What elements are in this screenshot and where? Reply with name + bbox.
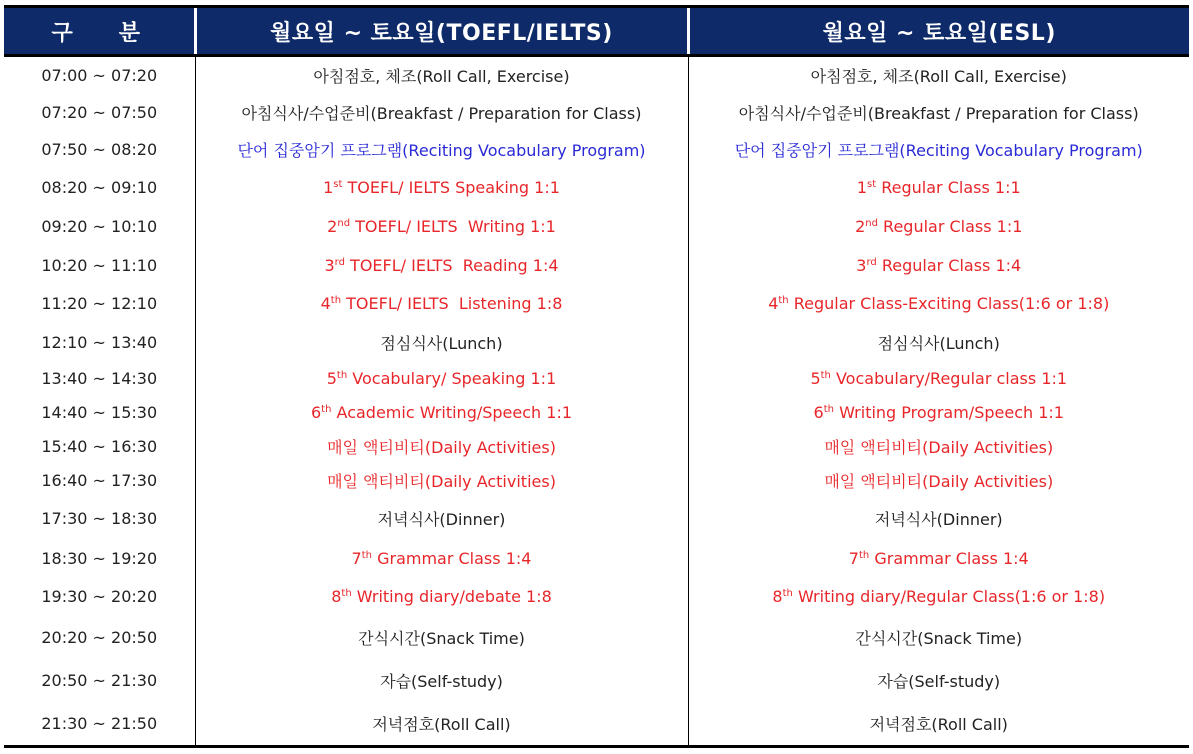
table-body (4, 56, 1189, 747)
ordinal-number: 5 (326, 369, 337, 388)
ordinal-suffix: th (778, 295, 789, 306)
toefl-ielts-activity-cell (195, 540, 688, 578)
time-cell: 09:20 ~ 10:10 (41, 217, 158, 236)
table-row (4, 396, 1189, 430)
activity-text: Writing diary/Regular Class(1:6 or 1:8) (792, 587, 1106, 606)
toefl-ielts-activity-cell (195, 94, 688, 131)
ordinal-number: 1 (856, 178, 868, 197)
time-cell: 18:30 ~ 19:20 (41, 549, 158, 568)
activity-text: Grammar Class 1:4 (372, 549, 532, 568)
toefl-ielts-activity-cell (195, 169, 688, 207)
activity-text: 아침식사/수업준비(Breakfast / Preparation for Class) (241, 103, 642, 123)
toefl-ielts-activity-cell (195, 396, 688, 430)
esl-activity-cell (688, 131, 1189, 169)
ordinal-suffix: rd (334, 257, 345, 268)
ordinal-number: 6 (310, 403, 322, 422)
ordinal-number: 3 (324, 256, 335, 275)
header-category-b: 분 (118, 20, 147, 46)
toefl-ielts-activity-cell (195, 56, 688, 94)
header-esl: 월요일 ~ 토요일(ESL) (688, 7, 1189, 56)
activity-text: 매일 액티비티(Daily Activities) (824, 472, 1054, 491)
activity-text: Regular Class 1:1 (877, 217, 1023, 236)
time-cell: 20:50 ~ 21:30 (41, 671, 158, 690)
ordinal-suffix: th (361, 550, 372, 561)
table-row (4, 540, 1189, 578)
esl-activity-cell (688, 56, 1189, 94)
time-cell: 10:20 ~ 11:10 (41, 256, 158, 275)
ordinal-suffix: th (341, 588, 352, 599)
ordinal-number: 5 (810, 369, 821, 388)
activity-text: 간식시간(Snack Time) (855, 629, 1023, 648)
ordinal-suffix: th (321, 404, 332, 415)
table-header (4, 7, 1189, 56)
esl-activity-cell (688, 498, 1189, 540)
activity-text: TOEFL/ IELTS Listening 1:8 (341, 294, 563, 313)
toefl-ielts-activity-cell (195, 578, 688, 616)
ordinal-suffix: th (820, 370, 831, 381)
time-cell: 15:40 ~ 16:30 (41, 437, 158, 456)
activity-text: Regular Class 1:4 (876, 256, 1022, 275)
ordinal-number: 3 (856, 256, 867, 275)
esl-activity-cell (688, 616, 1189, 660)
activity-text: TOEFL/ IELTS Reading 1:4 (344, 256, 559, 275)
esl-activity-cell (688, 540, 1189, 578)
time-cell: 21:30 ~ 21:50 (4, 702, 195, 747)
header-category-a: 구 (51, 20, 79, 46)
ordinal-suffix: th (823, 404, 834, 415)
toefl-ielts-activity-cell (195, 323, 688, 362)
ordinal-suffix: nd (337, 218, 351, 229)
ordinal-number: 7 (848, 549, 859, 568)
toefl-ielts-activity-cell (195, 362, 688, 396)
ordinal-suffix: th (858, 550, 870, 561)
table-row (4, 616, 1189, 660)
table-row (4, 247, 1189, 285)
time-cell: 07:20 ~ 07:50 (41, 102, 158, 122)
esl-activity-cell (688, 660, 1189, 702)
schedule-container (4, 5, 1189, 748)
table-row (4, 56, 1189, 94)
table-row (4, 578, 1189, 616)
table-row (4, 464, 1189, 498)
toefl-ielts-activity-cell (195, 660, 688, 702)
ordinal-number: 7 (351, 549, 362, 568)
ordinal-number: 6 (813, 403, 824, 422)
table-row (4, 207, 1189, 247)
table-row (4, 131, 1189, 169)
esl-activity-cell (688, 430, 1189, 464)
activity-text: Writing Program/Speech 1:1 (833, 403, 1064, 422)
esl-activity-cell (688, 362, 1189, 396)
toefl-ielts-activity-cell (195, 498, 688, 540)
table-row (4, 94, 1189, 131)
ordinal-suffix: th (336, 370, 348, 381)
activity-text: Vocabulary/ Speaking 1:1 (347, 369, 557, 388)
activity-text: Writing diary/debate 1:8 (351, 587, 552, 606)
toefl-ielts-activity-cell (195, 702, 688, 747)
activity-text: TOEFL/ IELTS Speaking 1:1 (342, 178, 560, 197)
ordinal-number: 8 (772, 587, 783, 606)
table-row (4, 702, 1189, 747)
ordinal-suffix: rd (866, 257, 877, 268)
ordinal-number: 4 (320, 294, 331, 313)
toefl-ielts-activity-cell (195, 616, 688, 660)
ordinal-number: 2 (327, 217, 338, 236)
activity-text: 점심식사(Lunch) (877, 333, 1000, 353)
time-cell: 13:40 ~ 14:30 (41, 369, 158, 388)
ordinal-suffix: st (333, 179, 343, 190)
time-cell: 16:40 ~ 17:30 (41, 471, 158, 490)
time-cell: 12:10 ~ 13:40 (41, 332, 158, 352)
header-row (4, 7, 1189, 56)
esl-activity-cell (688, 285, 1189, 323)
activity-text: 단어 집중암기 프로그램(Reciting Vocabulary Program) (734, 141, 1143, 160)
activity-text: Vocabulary/Regular class 1:1 (830, 369, 1068, 388)
table-row (4, 323, 1189, 362)
table-row (4, 430, 1189, 464)
activity-text: Academic Writing/Speech 1:1 (331, 403, 573, 422)
time-cell: 17:30 ~ 18:30 (41, 509, 158, 528)
ordinal-suffix: th (782, 588, 793, 599)
table-row (4, 362, 1189, 396)
activity-text: 자습(Self-study) (877, 672, 1001, 691)
activity-text: Grammar Class 1:4 (869, 549, 1029, 568)
esl-activity-cell (688, 396, 1189, 430)
ordinal-number: 8 (331, 587, 342, 606)
activity-text: 저녁식사(Dinner) (874, 510, 1003, 529)
activity-text: 간식시간(Snack Time) (358, 629, 525, 648)
activity-text: 저녁점호(Roll Call) (869, 714, 1008, 734)
time-cell: 07:00 ~ 07:20 (41, 65, 158, 85)
time-cell: 07:50 ~ 08:20 (41, 140, 158, 159)
activity-text: 자습(Self-study) (380, 672, 503, 691)
toefl-ielts-activity-cell (195, 207, 688, 247)
activity-text: 단어 집중암기 프로그램(Reciting Vocabulary Program) (237, 141, 646, 160)
esl-activity-cell (688, 702, 1189, 747)
header-category (4, 7, 195, 56)
table-row (4, 498, 1189, 540)
esl-activity-cell (688, 94, 1189, 131)
activity-text: 점심식사(Lunch) (380, 333, 503, 353)
toefl-ielts-activity-cell (195, 464, 688, 498)
table-row (4, 285, 1189, 323)
esl-activity-cell (688, 464, 1189, 498)
ordinal-number: 2 (855, 217, 866, 236)
activity-text: Regular Class-Exciting Class(1:6 or 1:8) (788, 294, 1110, 313)
activity-text: 매일 액티비티(Daily Activities) (327, 472, 556, 491)
esl-activity-cell (688, 247, 1189, 285)
time-cell: 08:20 ~ 09:10 (41, 178, 158, 197)
toefl-ielts-activity-cell (195, 131, 688, 169)
activity-text: 매일 액티비티(Daily Activities) (327, 438, 556, 457)
ordinal-suffix: st (867, 179, 877, 190)
toefl-ielts-activity-cell (195, 285, 688, 323)
ordinal-suffix: nd (865, 218, 878, 229)
esl-activity-cell (688, 323, 1189, 362)
schedule-table (4, 5, 1189, 748)
table-row (4, 169, 1189, 207)
time-cell: 14:40 ~ 15:30 (41, 403, 158, 422)
activity-text: 아침식사/수업준비(Breakfast / Preparation for Class) (738, 103, 1139, 123)
esl-activity-cell (688, 578, 1189, 616)
ordinal-suffix: th (330, 295, 342, 306)
ordinal-number: 4 (768, 294, 779, 313)
table-row (4, 660, 1189, 702)
esl-activity-cell (688, 169, 1189, 207)
activity-text: 매일 액티비티(Daily Activities) (824, 438, 1054, 457)
ordinal-number: 1 (323, 178, 334, 197)
toefl-ielts-activity-cell (195, 247, 688, 285)
header-toefl-ielts: 월요일 ~ 토요일(TOEFL/IELTS) (195, 7, 688, 56)
activity-text: 아침점호, 체조(Roll Call, Exercise) (810, 66, 1067, 86)
activity-text: TOEFL/ IELTS Writing 1:1 (350, 217, 556, 236)
activity-text: 저녁식사(Dinner) (377, 510, 506, 529)
activity-text: 아침점호, 체조(Roll Call, Exercise) (313, 66, 570, 86)
toefl-ielts-activity-cell (195, 430, 688, 464)
activity-text: 저녁점호(Roll Call) (372, 714, 511, 734)
time-cell: 11:20 ~ 12:10 (41, 294, 158, 313)
activity-text: Regular Class 1:1 (876, 178, 1021, 197)
time-cell: 20:20 ~ 20:50 (41, 628, 158, 647)
esl-activity-cell (688, 207, 1189, 247)
time-cell: 19:30 ~ 20:20 (41, 587, 158, 606)
